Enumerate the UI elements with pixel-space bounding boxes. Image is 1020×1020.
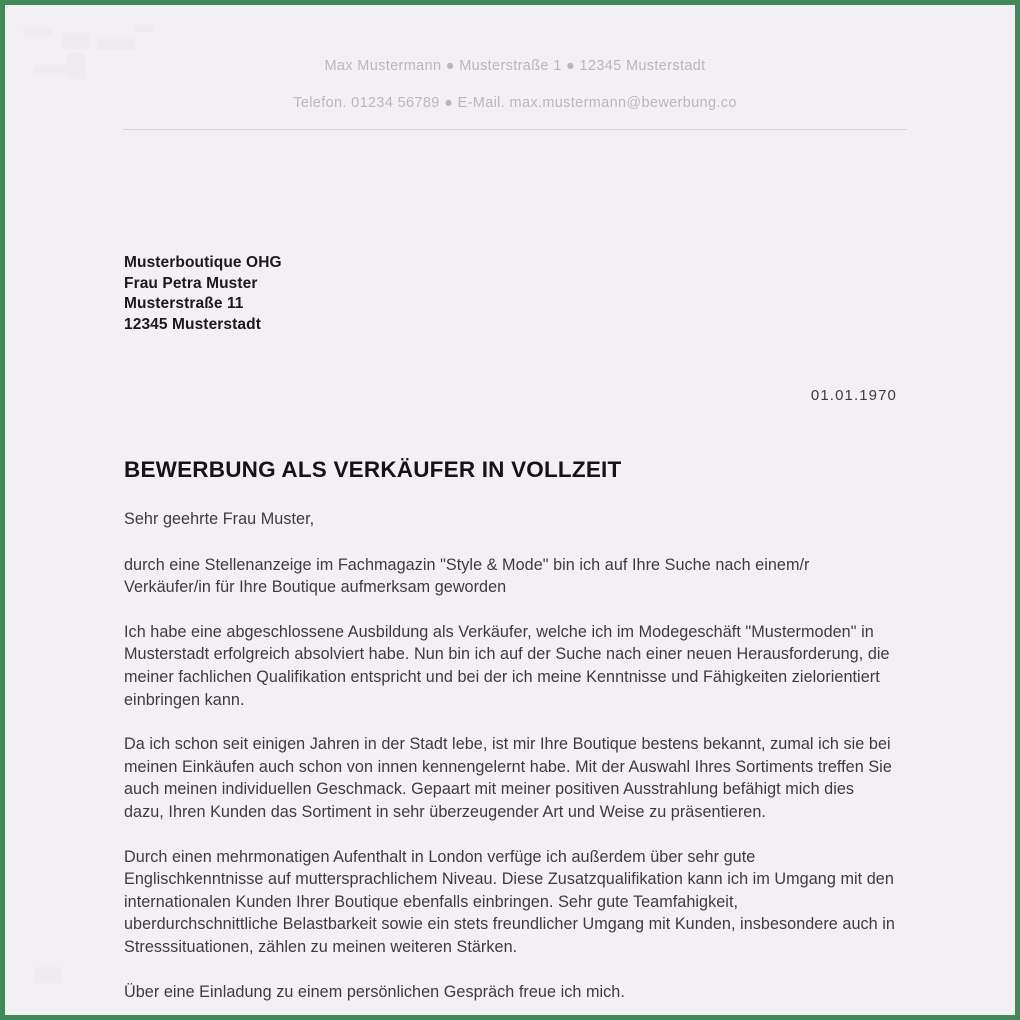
recipient-address-block [124,253,282,335]
letter-paragraph-2: Ich habe eine abgeschlossene Ausbildung als Verkäufer, welche ich im Modegeschäft "Mustermoden" in Musterstadt erfolgreich absolviert habe. Nun bin ich auf der Suche nach einer neuen Herausforderung, die meiner fachlichen Qualifikation entspricht und bei der ich meine Kenntnisse und Fähigkeiten zielorientiert einbringen kann. [124,622,890,709]
letterhead-sender-address: Max Mustermann ● Musterstraße 1 ● 12345 Musterstadt [324,58,706,74]
letter-subject-heading: BEWERBUNG ALS VERKÄUFER IN VOLLZEIT [124,457,622,482]
letter-date: 01.01.1970 [810,387,897,404]
scan-artifact-speckle [135,25,155,32]
letter-paragraph-5: Über eine Einladung zu einem persönlichen Gespräch freue ich mich. [124,982,625,1001]
letter-paragraph-3: Da ich schon seit einigen Jahren in der Stadt lebe, ist mir Ihre Boutique bestens bekannt, zumal ich sie bei meinen Einkäufen auch schon von innen kennengelernt habe. Mit der Auswahl Ihres Sortiments treffen Sie auch meinen individuellen Geschmack. Gepaart mit meiner positiven Ausstrahlung befähigt mich dies dazu, Ihren Kunden das Sortiment in sehr überzeugender Art und Weise zu präsentieren. [124,735,892,821]
recipient-city: 12345 Musterstadt [124,315,261,333]
scan-artifact-speckle [97,39,135,50]
letter-salutation: Sehr geehrte Frau Muster, [124,510,315,528]
scan-artifact-speckle [61,33,89,49]
recipient-person: Frau Petra Muster [124,274,258,292]
letterhead-divider [123,129,907,130]
scan-artifact-speckle [67,53,85,79]
scan-artifact-speckle-bottom [35,967,61,983]
recipient-street: Musterstraße 11 [124,295,244,313]
scan-artifact-speckle [23,27,53,36]
letter-sheet [5,5,1015,1015]
letter-paragraph-1: durch eine Stellenanzeige im Fachmagazin "Style & Mode" bin ich auf Ihre Suche nach einem/r Verkäufer/in für Ihre Boutique aufmerksam geworden [124,555,810,597]
letterhead-sender-contact: Telefon. 01234 56789 ● E-Mail. max.mustermann@bewerbung.co [293,94,737,111]
letterhead [123,57,907,113]
letter-body [124,508,896,1003]
letter-paragraph-4: Durch einen mehrmonatigen Aufenthalt in London verfüge ich außerdem über sehr gute Englischkenntnisse auf muttersprachlichem Niveau. Diese Zusatzqualifikation kann ich im Umgang mit den internationalen Kunden Ihrer Boutique ebenfalls einbringen. Sehr gute Teamfahigkeit, uberdurchschnittliche Belastbarkeit sowie ein stets freundlicher Umgang mit Kunden, insbesondere auch in Stresssituationen, zählen zu meinen weiteren Stärken. [124,847,895,956]
scan-artifact-speckle [33,65,77,73]
recipient-company: Musterboutique OHG [124,254,282,271]
